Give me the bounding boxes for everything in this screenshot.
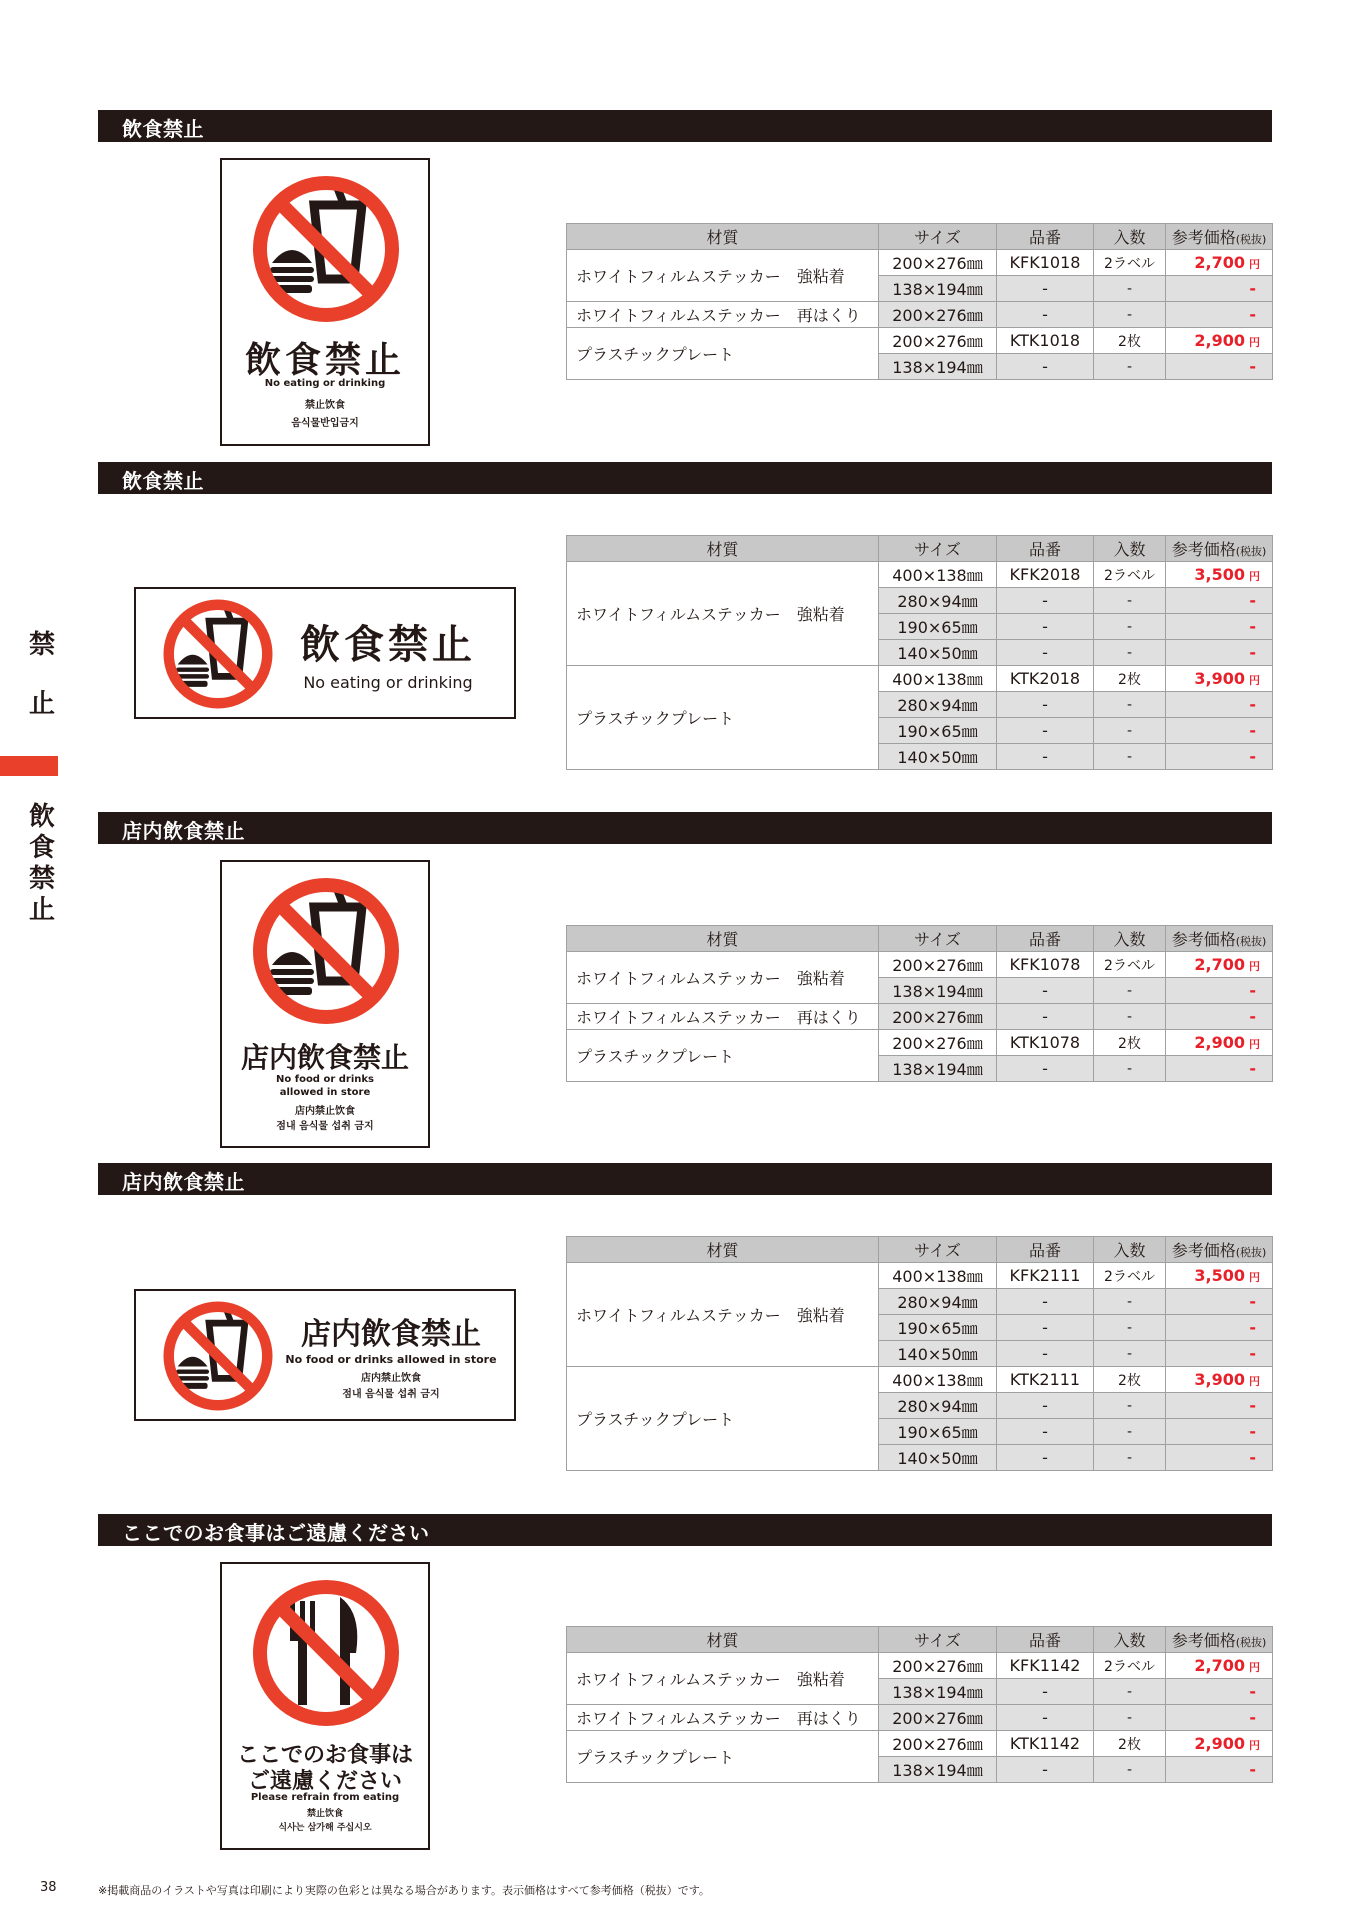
code-cell: - bbox=[997, 1315, 1094, 1341]
code-cell: - bbox=[997, 276, 1094, 302]
code-cell: KFK1078 bbox=[997, 952, 1094, 978]
section-header bbox=[98, 812, 1272, 844]
qty-cell: - bbox=[1094, 354, 1166, 380]
spec-table bbox=[566, 1626, 1273, 1783]
material-cell: ホワイトフィルムステッカー 再はくり bbox=[567, 302, 879, 328]
size-cell: 200×276㎜ bbox=[879, 302, 997, 328]
side-tab-char: 飲 bbox=[28, 802, 55, 832]
qty-cell: - bbox=[1094, 1393, 1166, 1419]
code-cell: - bbox=[997, 1705, 1094, 1731]
side-tab-category bbox=[22, 630, 62, 720]
size-cell: 280×94㎜ bbox=[879, 1289, 997, 1315]
sign-image bbox=[220, 860, 430, 1148]
material-cell: プラスチックプレート bbox=[567, 1367, 879, 1471]
qty-cell: - bbox=[1094, 1757, 1166, 1783]
side-tab-subcategory bbox=[22, 802, 62, 926]
qty-cell: - bbox=[1094, 588, 1166, 614]
sign-image bbox=[134, 587, 516, 719]
size-cell: 200×276㎜ bbox=[879, 1653, 997, 1679]
section-header bbox=[98, 462, 1272, 494]
size-cell: 138×194㎜ bbox=[879, 1679, 997, 1705]
section-header bbox=[98, 1163, 1272, 1195]
code-cell: - bbox=[997, 1056, 1094, 1082]
price-unit: 円 bbox=[1249, 1661, 1260, 1674]
table-header-cell: サイズ bbox=[879, 1237, 997, 1263]
qty-cell: - bbox=[1094, 692, 1166, 718]
table-header-cell bbox=[1166, 1237, 1273, 1263]
price-unit: 円 bbox=[1249, 674, 1260, 687]
price-cell bbox=[1166, 640, 1273, 666]
price-value: - bbox=[1249, 617, 1256, 636]
qty-cell: - bbox=[1094, 1341, 1166, 1367]
qty-cell: 2枚 bbox=[1094, 1030, 1166, 1056]
code-cell: - bbox=[997, 588, 1094, 614]
table-header-cell: 品番 bbox=[997, 1237, 1094, 1263]
size-cell: 280×94㎜ bbox=[879, 692, 997, 718]
size-cell: 200×276㎜ bbox=[879, 1731, 997, 1757]
qty-cell: 2ラベル bbox=[1094, 1653, 1166, 1679]
price-cell bbox=[1166, 1445, 1273, 1471]
size-cell: 140×50㎜ bbox=[879, 744, 997, 770]
header-tax-note: (税抜) bbox=[1235, 1636, 1267, 1649]
side-tab-char: 止 bbox=[28, 689, 55, 719]
header-tax-note: (税抜) bbox=[1235, 1246, 1267, 1259]
code-cell: KTK1018 bbox=[997, 328, 1094, 354]
size-cell: 200×276㎜ bbox=[879, 952, 997, 978]
material-cell: ホワイトフィルムステッカー 再はくり bbox=[567, 1004, 879, 1030]
price-value: - bbox=[1249, 643, 1256, 662]
price-cell bbox=[1166, 302, 1273, 328]
spec-table bbox=[566, 1236, 1273, 1471]
table-row bbox=[567, 1731, 1273, 1757]
qty-cell: - bbox=[1094, 1056, 1166, 1082]
price-cell bbox=[1166, 1393, 1273, 1419]
qty-cell: - bbox=[1094, 614, 1166, 640]
price-value: - bbox=[1249, 1396, 1256, 1415]
code-cell: - bbox=[997, 1445, 1094, 1471]
sign-sub-text: 식사는 삼가해 주십시오 bbox=[278, 1823, 372, 1833]
no-food-drink-icon bbox=[162, 1300, 274, 1412]
table-row bbox=[567, 952, 1273, 978]
price-cell bbox=[1166, 952, 1273, 978]
material-cell: プラスチックプレート bbox=[567, 1731, 879, 1783]
side-tab-char: 禁 bbox=[28, 864, 55, 894]
sign-sub-text: 점내 음식물 섭취 금지 bbox=[342, 1389, 440, 1400]
sign-sub-text: allowed in store bbox=[279, 1087, 371, 1098]
size-cell: 140×50㎜ bbox=[879, 1445, 997, 1471]
table-row bbox=[567, 302, 1273, 328]
qty-cell: 2枚 bbox=[1094, 1731, 1166, 1757]
size-cell: 400×138㎜ bbox=[879, 666, 997, 692]
price-cell bbox=[1166, 250, 1273, 276]
size-cell: 138×194㎜ bbox=[879, 354, 997, 380]
size-cell: 140×50㎜ bbox=[879, 1341, 997, 1367]
code-cell: KTK2018 bbox=[997, 666, 1094, 692]
table-header-cell: 入数 bbox=[1094, 1627, 1166, 1653]
price-value: - bbox=[1249, 1708, 1256, 1727]
side-tab-char: 食 bbox=[28, 833, 55, 863]
price-value: - bbox=[1249, 1007, 1256, 1026]
sign-sub-text: 禁止饮食 bbox=[305, 400, 345, 411]
section-header bbox=[98, 1514, 1272, 1546]
no-fork-knife-icon bbox=[251, 1578, 401, 1728]
qty-cell: 2枚 bbox=[1094, 328, 1166, 354]
table-header-cell bbox=[1166, 536, 1273, 562]
price-value: - bbox=[1249, 305, 1256, 324]
table-row bbox=[567, 1263, 1273, 1289]
code-cell: - bbox=[997, 354, 1094, 380]
table-header-row bbox=[567, 1627, 1273, 1653]
table-row bbox=[567, 666, 1273, 692]
table-header-cell: 材質 bbox=[567, 1627, 879, 1653]
price-value: - bbox=[1249, 357, 1256, 376]
price-cell bbox=[1166, 328, 1273, 354]
header-tax-note: (税抜) bbox=[1235, 233, 1267, 246]
code-cell: KFK2111 bbox=[997, 1263, 1094, 1289]
table-row bbox=[567, 1030, 1273, 1056]
sign-sub-text: Please refrain from eating bbox=[250, 1792, 400, 1803]
side-tab-marker bbox=[0, 756, 58, 776]
code-cell: - bbox=[997, 1393, 1094, 1419]
header-price-label: 参考価格 bbox=[1171, 1241, 1236, 1260]
sign-sub-text: No eating or drinking bbox=[264, 378, 386, 389]
size-cell: 138×194㎜ bbox=[879, 1757, 997, 1783]
size-cell: 400×138㎜ bbox=[879, 1263, 997, 1289]
qty-cell: - bbox=[1094, 978, 1166, 1004]
price-cell bbox=[1166, 562, 1273, 588]
price-unit: 円 bbox=[1249, 1271, 1260, 1284]
qty-cell: 2ラベル bbox=[1094, 1263, 1166, 1289]
table-header-cell bbox=[1166, 926, 1273, 952]
price-value: - bbox=[1249, 1760, 1256, 1779]
table-header-row bbox=[567, 1237, 1273, 1263]
table-header-cell bbox=[1166, 1627, 1273, 1653]
table-header-row bbox=[567, 536, 1273, 562]
table-row bbox=[567, 562, 1273, 588]
qty-cell: 2ラベル bbox=[1094, 952, 1166, 978]
sign-sub-text: 음식물반입금지 bbox=[291, 418, 359, 429]
code-cell: KFK1142 bbox=[997, 1653, 1094, 1679]
code-cell: - bbox=[997, 640, 1094, 666]
header-tax-note: (税抜) bbox=[1235, 935, 1267, 948]
sign-image bbox=[134, 1289, 516, 1421]
price-cell bbox=[1166, 1705, 1273, 1731]
no-food-drink-icon bbox=[251, 174, 401, 324]
sign-main-text: 飲食禁止 bbox=[244, 340, 405, 381]
code-cell: - bbox=[997, 1341, 1094, 1367]
size-cell: 190×65㎜ bbox=[879, 1315, 997, 1341]
price-value: 2,700 bbox=[1194, 253, 1245, 272]
header-price-label: 参考価格 bbox=[1171, 1631, 1236, 1650]
price-unit: 円 bbox=[1249, 336, 1260, 349]
header-price-label: 参考価格 bbox=[1171, 228, 1236, 247]
sign-image bbox=[220, 1562, 430, 1850]
table-header-cell: 材質 bbox=[567, 536, 879, 562]
material-cell: ホワイトフィルムステッカー 強粘着 bbox=[567, 1263, 879, 1367]
price-value: - bbox=[1249, 1422, 1256, 1441]
qty-cell: - bbox=[1094, 1004, 1166, 1030]
code-cell: KTK1142 bbox=[997, 1731, 1094, 1757]
price-value: 3,900 bbox=[1194, 669, 1245, 688]
price-cell bbox=[1166, 666, 1273, 692]
qty-cell: - bbox=[1094, 302, 1166, 328]
size-cell: 190×65㎜ bbox=[879, 614, 997, 640]
qty-cell: - bbox=[1094, 1679, 1166, 1705]
code-cell: - bbox=[997, 1289, 1094, 1315]
size-cell: 280×94㎜ bbox=[879, 588, 997, 614]
side-tab-char: 止 bbox=[28, 895, 55, 925]
price-cell bbox=[1166, 1004, 1273, 1030]
price-cell bbox=[1166, 1289, 1273, 1315]
price-unit: 円 bbox=[1249, 960, 1260, 973]
sign-sub-text: 점내 음식물 섭취 금지 bbox=[276, 1121, 374, 1132]
size-cell: 200×276㎜ bbox=[879, 1030, 997, 1056]
size-cell: 200×276㎜ bbox=[879, 250, 997, 276]
price-cell bbox=[1166, 1679, 1273, 1705]
no-food-drink-icon bbox=[251, 876, 401, 1026]
sign-sub-text: 禁止饮食 bbox=[306, 1809, 343, 1819]
section-title: 店内飲食禁止 bbox=[122, 1170, 245, 1194]
price-value: - bbox=[1249, 1318, 1256, 1337]
sign-main-text: 飲食禁止 bbox=[300, 622, 476, 668]
price-cell bbox=[1166, 718, 1273, 744]
price-value: - bbox=[1249, 721, 1256, 740]
size-cell: 280×94㎜ bbox=[879, 1393, 997, 1419]
price-value: 2,700 bbox=[1194, 1656, 1245, 1675]
size-cell: 400×138㎜ bbox=[879, 1367, 997, 1393]
price-value: 3,900 bbox=[1194, 1370, 1245, 1389]
material-cell: ホワイトフィルムステッカー 強粘着 bbox=[567, 250, 879, 302]
code-cell: KTK2111 bbox=[997, 1367, 1094, 1393]
price-value: - bbox=[1249, 747, 1256, 766]
qty-cell: - bbox=[1094, 744, 1166, 770]
side-tab-char: 禁 bbox=[28, 630, 55, 660]
sign-sub-text: 店内禁止饮食 bbox=[361, 1373, 421, 1384]
price-value: 2,900 bbox=[1194, 1033, 1245, 1052]
price-cell bbox=[1166, 1757, 1273, 1783]
price-unit: 円 bbox=[1249, 1375, 1260, 1388]
size-cell: 140×50㎜ bbox=[879, 640, 997, 666]
qty-cell: - bbox=[1094, 1315, 1166, 1341]
qty-cell: - bbox=[1094, 1419, 1166, 1445]
footer-note: ※掲載商品のイラストや写真は印刷により実際の色彩とは異なる場合があります。表示価格はすべて参考価格（税抜）です。 bbox=[98, 1884, 710, 1897]
price-value: - bbox=[1249, 591, 1256, 610]
code-cell: - bbox=[997, 1679, 1094, 1705]
table-row bbox=[567, 1653, 1273, 1679]
qty-cell: - bbox=[1094, 1289, 1166, 1315]
sign-image bbox=[220, 158, 430, 446]
table-header-cell: 品番 bbox=[997, 926, 1094, 952]
table-row bbox=[567, 1705, 1273, 1731]
size-cell: 200×276㎜ bbox=[879, 1004, 997, 1030]
qty-cell: - bbox=[1094, 276, 1166, 302]
sign-main-text: 店内飲食禁止 bbox=[301, 1317, 481, 1352]
sign-main-text: ここでのお食事は bbox=[236, 1743, 413, 1768]
price-value: - bbox=[1249, 1448, 1256, 1467]
table-header-cell: サイズ bbox=[879, 1627, 997, 1653]
price-value: - bbox=[1249, 1059, 1256, 1078]
qty-cell: - bbox=[1094, 718, 1166, 744]
section-header bbox=[98, 110, 1272, 142]
table-header-cell: 品番 bbox=[997, 1627, 1094, 1653]
price-value: - bbox=[1249, 1682, 1256, 1701]
code-cell: - bbox=[997, 302, 1094, 328]
material-cell: ホワイトフィルムステッカー 再はくり bbox=[567, 1705, 879, 1731]
price-unit: 円 bbox=[1249, 1038, 1260, 1051]
qty-cell: 2ラベル bbox=[1094, 562, 1166, 588]
table-row bbox=[567, 1367, 1273, 1393]
price-cell bbox=[1166, 1653, 1273, 1679]
price-value: 2,700 bbox=[1194, 955, 1245, 974]
size-cell: 400×138㎜ bbox=[879, 562, 997, 588]
code-cell: - bbox=[997, 978, 1094, 1004]
price-cell bbox=[1166, 1341, 1273, 1367]
material-cell: ホワイトフィルムステッカー 強粘着 bbox=[567, 562, 879, 666]
material-cell: プラスチックプレート bbox=[567, 1030, 879, 1082]
material-cell: ホワイトフィルムステッカー 強粘着 bbox=[567, 952, 879, 1004]
size-cell: 138×194㎜ bbox=[879, 978, 997, 1004]
price-cell bbox=[1166, 1263, 1273, 1289]
price-value: - bbox=[1249, 1344, 1256, 1363]
table-row bbox=[567, 328, 1273, 354]
table-header-cell: 品番 bbox=[997, 536, 1094, 562]
price-cell bbox=[1166, 276, 1273, 302]
table-row bbox=[567, 250, 1273, 276]
price-value: 3,500 bbox=[1194, 565, 1245, 584]
code-cell: - bbox=[997, 744, 1094, 770]
price-value: - bbox=[1249, 695, 1256, 714]
code-cell: - bbox=[997, 1004, 1094, 1030]
price-cell bbox=[1166, 978, 1273, 1004]
table-header-cell: 入数 bbox=[1094, 536, 1166, 562]
price-value: - bbox=[1249, 981, 1256, 1000]
code-cell: - bbox=[997, 1419, 1094, 1445]
price-value: 2,900 bbox=[1194, 331, 1245, 350]
price-cell bbox=[1166, 1056, 1273, 1082]
material-cell: プラスチックプレート bbox=[567, 666, 879, 770]
price-cell bbox=[1166, 1731, 1273, 1757]
table-header-cell: 入数 bbox=[1094, 1237, 1166, 1263]
material-cell: プラスチックプレート bbox=[567, 328, 879, 380]
price-unit: 円 bbox=[1249, 570, 1260, 583]
price-unit: 円 bbox=[1249, 258, 1260, 271]
table-header-cell: 入数 bbox=[1094, 926, 1166, 952]
size-cell: 138×194㎜ bbox=[879, 276, 997, 302]
section-title: ここでのお食事はご遠慮ください bbox=[122, 1521, 430, 1545]
material-cell: ホワイトフィルムステッカー 強粘着 bbox=[567, 1653, 879, 1705]
table-header-cell: 入数 bbox=[1094, 224, 1166, 250]
code-cell: KTK1078 bbox=[997, 1030, 1094, 1056]
price-value: - bbox=[1249, 1292, 1256, 1311]
spec-table bbox=[566, 925, 1273, 1082]
sign-sub-text: No food or drinks bbox=[276, 1074, 374, 1085]
table-header-cell: 材質 bbox=[567, 224, 879, 250]
price-cell bbox=[1166, 1315, 1273, 1341]
sign-main-text-line2: ご遠慮ください bbox=[247, 1769, 402, 1794]
size-cell: 190×65㎜ bbox=[879, 1419, 997, 1445]
header-tax-note: (税抜) bbox=[1235, 545, 1267, 558]
qty-cell: 2枚 bbox=[1094, 1367, 1166, 1393]
sign-sub-text: 店内禁止饮食 bbox=[295, 1106, 355, 1117]
table-header-cell: サイズ bbox=[879, 224, 997, 250]
table-header-cell: 材質 bbox=[567, 1237, 879, 1263]
sign-sub-text: No food or drinks allowed in store bbox=[285, 1353, 497, 1366]
section-title: 店内飲食禁止 bbox=[122, 819, 245, 843]
header-price-label: 参考価格 bbox=[1171, 930, 1236, 949]
table-row bbox=[567, 1004, 1273, 1030]
size-cell: 200×276㎜ bbox=[879, 328, 997, 354]
page-number: 38 bbox=[40, 1880, 57, 1895]
price-unit: 円 bbox=[1249, 1739, 1260, 1752]
code-cell: - bbox=[997, 614, 1094, 640]
price-cell bbox=[1166, 692, 1273, 718]
qty-cell: 2枚 bbox=[1094, 666, 1166, 692]
spec-table bbox=[566, 535, 1273, 770]
price-cell bbox=[1166, 1367, 1273, 1393]
price-cell bbox=[1166, 588, 1273, 614]
header-price-label: 参考価格 bbox=[1171, 540, 1236, 559]
section-title: 飲食禁止 bbox=[122, 117, 204, 141]
section-title: 飲食禁止 bbox=[122, 469, 204, 493]
price-value: - bbox=[1249, 279, 1256, 298]
price-cell bbox=[1166, 614, 1273, 640]
table-header-cell: サイズ bbox=[879, 536, 997, 562]
no-food-drink-icon bbox=[162, 598, 274, 710]
price-cell bbox=[1166, 1030, 1273, 1056]
code-cell: - bbox=[997, 692, 1094, 718]
price-cell bbox=[1166, 744, 1273, 770]
table-header-cell: サイズ bbox=[879, 926, 997, 952]
qty-cell: - bbox=[1094, 1705, 1166, 1731]
price-value: 2,900 bbox=[1194, 1734, 1245, 1753]
sign-main-text: 店内飲食禁止 bbox=[240, 1041, 409, 1074]
code-cell: KFK2018 bbox=[997, 562, 1094, 588]
code-cell: KFK1018 bbox=[997, 250, 1094, 276]
table-header-row bbox=[567, 926, 1273, 952]
spec-table bbox=[566, 223, 1273, 380]
qty-cell: - bbox=[1094, 640, 1166, 666]
size-cell: 200×276㎜ bbox=[879, 1705, 997, 1731]
code-cell: - bbox=[997, 718, 1094, 744]
table-header-row bbox=[567, 224, 1273, 250]
price-cell bbox=[1166, 1419, 1273, 1445]
table-header-cell: 材質 bbox=[567, 926, 879, 952]
qty-cell: - bbox=[1094, 1445, 1166, 1471]
size-cell: 190×65㎜ bbox=[879, 718, 997, 744]
size-cell: 138×194㎜ bbox=[879, 1056, 997, 1082]
price-value: 3,500 bbox=[1194, 1266, 1245, 1285]
price-cell bbox=[1166, 354, 1273, 380]
qty-cell: 2ラベル bbox=[1094, 250, 1166, 276]
table-header-cell bbox=[1166, 224, 1273, 250]
table-header-cell: 品番 bbox=[997, 224, 1094, 250]
sign-sub-text: No eating or drinking bbox=[303, 673, 473, 692]
code-cell: - bbox=[997, 1757, 1094, 1783]
